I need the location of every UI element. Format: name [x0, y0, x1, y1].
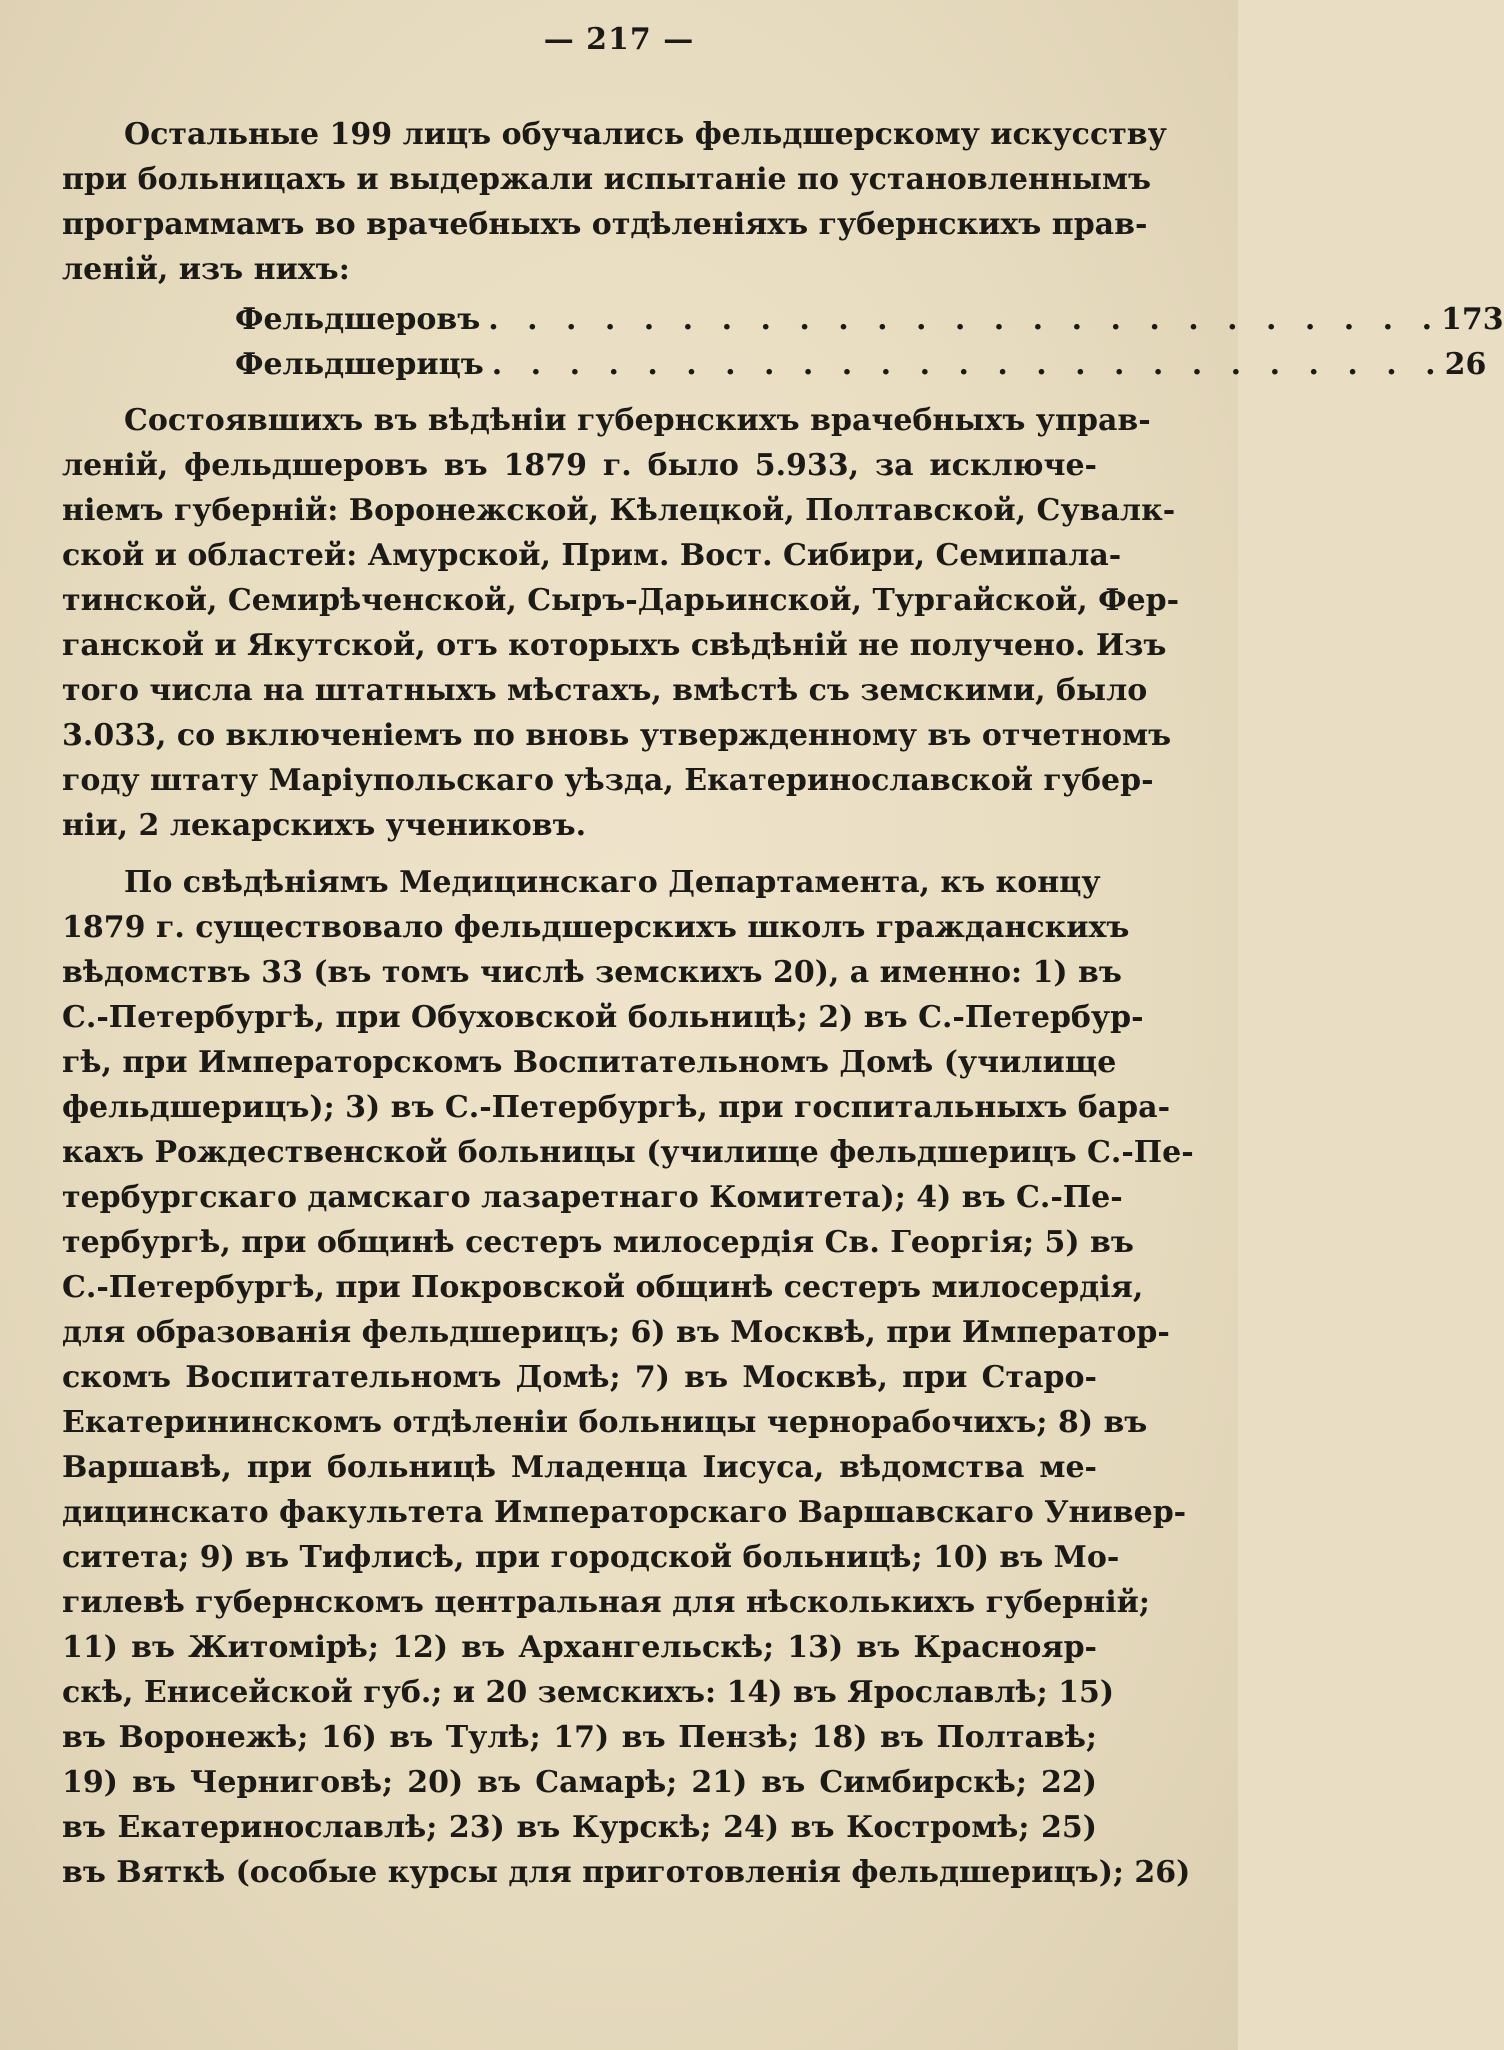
text-line: 1879 г. существовало фельдшерскихъ школъ гражданскихъ — [62, 910, 1130, 945]
text-line: въ Вяткѣ (особые курсы для приготовленія фельдшерицъ); 26) — [62, 1855, 1191, 1890]
paragraph-3 — [62, 860, 1194, 1895]
text-line: скомъ Воспитательномъ Домѣ; 7) въ Москвѣ, при Старо- — [62, 1360, 1097, 1395]
list-item-value: 26 — [1444, 347, 1487, 382]
text-line: ситета; 9) въ Тифлисѣ, при городской больницѣ; 10) въ Мо- — [62, 1540, 1120, 1575]
text-line: С.-Петербургѣ, при Обуховской больницѣ; 2) въ С.-Петербур- — [62, 1000, 1144, 1035]
list-item-label: Фельдшеровъ — [235, 302, 481, 337]
list-item — [235, 297, 1504, 342]
text-line: 19) въ Черниговѣ; 20) въ Самарѣ; 21) въ Симбирскѣ; 22) — [62, 1765, 1097, 1800]
text-line: дицинскато факультета Императорскаго Варшавскаго Универ- — [62, 1495, 1187, 1530]
text-line: того числа на штатныхъ мѣстахъ, вмѣстѣ съ земскими, было — [62, 673, 1148, 708]
text-line: леній, фельдшеровъ въ 1879 г. было 5.933, за исключе- — [62, 448, 1097, 483]
text-line: въ Екатеринославлѣ; 23) въ Курскѣ; 24) въ Костромѣ; 25) — [62, 1810, 1097, 1845]
text-line: для образованія фельдшерицъ; 6) въ Москвѣ, при Император- — [62, 1315, 1170, 1350]
text-line: тербургскаго дамскаго лазаретнаго Комитета); 4) въ С.-Пе- — [62, 1180, 1123, 1215]
text-line: Екатерининскомъ отдѣленіи больницы чернорабочихъ; 8) въ — [62, 1405, 1148, 1440]
text-line: году штату Маріупольскаго уѣзда, Екатеринославской губер- — [62, 763, 1154, 798]
text-line: вѣдомствъ 33 (въ томъ числѣ земскихъ 20), а именно: 1) въ — [62, 955, 1122, 990]
paragraph-1 — [62, 112, 1167, 292]
list-item — [235, 342, 1487, 387]
text-line: фельдшерицъ); 3) въ С.-Петербургѣ, при госпитальныхъ бара- — [62, 1090, 1171, 1125]
text-line: гѣ, при Императорскомъ Воспитательномъ Домѣ (училище — [62, 1045, 1117, 1080]
text-line: Состоявшихъ въ вѣдѣніи губернскихъ врачебныхъ управ- — [124, 403, 1151, 438]
text-line: тербургѣ, при общинѣ сестеръ милосердія Св. Георгія; 5) въ — [62, 1225, 1134, 1260]
text-line: 3.033, со включеніемъ по вновь утвержденному въ отчетномъ — [62, 718, 1172, 753]
page-number: — 217 — — [543, 22, 695, 57]
text-line: ской и областей: Амурской, Прим. Вост. Сибири, Семипала- — [62, 538, 1122, 573]
text-line: С.-Петербургѣ, при Покровской общинѣ сестеръ милосердія, — [62, 1270, 1144, 1305]
text-line: кахъ Рождественской больницы (училище фельдшерицъ С.-Пе- — [62, 1135, 1194, 1170]
text-line: гилевѣ губернскомъ центральная для нѣсколькихъ губерній; — [62, 1585, 1150, 1620]
text-line: въ Воронежѣ; 16) въ Тулѣ; 17) въ Пензѣ; 18) въ Полтавѣ; — [62, 1720, 1097, 1755]
text-line: леній, изъ нихъ: — [62, 252, 350, 287]
text-line: Варшавѣ, при больницѣ Младенца Іисуса, вѣдомства ме- — [62, 1450, 1097, 1485]
leader-dots: . . . . . . . . . . . . . . . . . . . . . . . . . — [488, 302, 1442, 337]
text-line: По свѣдѣніямъ Медицинскаго Департамента, къ концу — [124, 865, 1101, 900]
leader-dots: . . . . . . . . . . . . . . . . . . . . . . . . . — [491, 347, 1445, 382]
text-line: 11) въ Житомірѣ; 12) въ Архангельскѣ; 13) въ Краснояр- — [62, 1630, 1097, 1665]
text-line: скѣ, Енисейской губ.; и 20 земскихъ: 14) въ Ярославлѣ; 15) — [62, 1675, 1115, 1710]
text-line: ганской и Якутской, отъ которыхъ свѣдѣній не получено. Изъ — [62, 628, 1167, 663]
text-line: ніи, 2 лекарскихъ учениковъ. — [62, 808, 587, 843]
list-item-value: 173 — [1441, 302, 1504, 337]
staff-count-list — [235, 297, 1504, 387]
text-line: ніемъ губерній: Воронежской, Кѣлецкой, Полтавской, Сувалк- — [62, 493, 1176, 528]
list-item-label: Фельдшерицъ — [235, 347, 484, 382]
paragraph-2 — [62, 398, 1180, 848]
text-line: при больницахъ и выдержали испытаніе по установленнымъ — [62, 162, 1152, 197]
text-line: тинской, Семирѣченской, Сыръ-Дарьинской, Тургайской, Фер- — [62, 583, 1180, 618]
text-line: программамъ во врачебныхъ отдѣленіяхъ губернскихъ прав- — [62, 207, 1148, 242]
text-line: Остальные 199 лицъ обучались фельдшерскому искусству — [124, 117, 1167, 152]
